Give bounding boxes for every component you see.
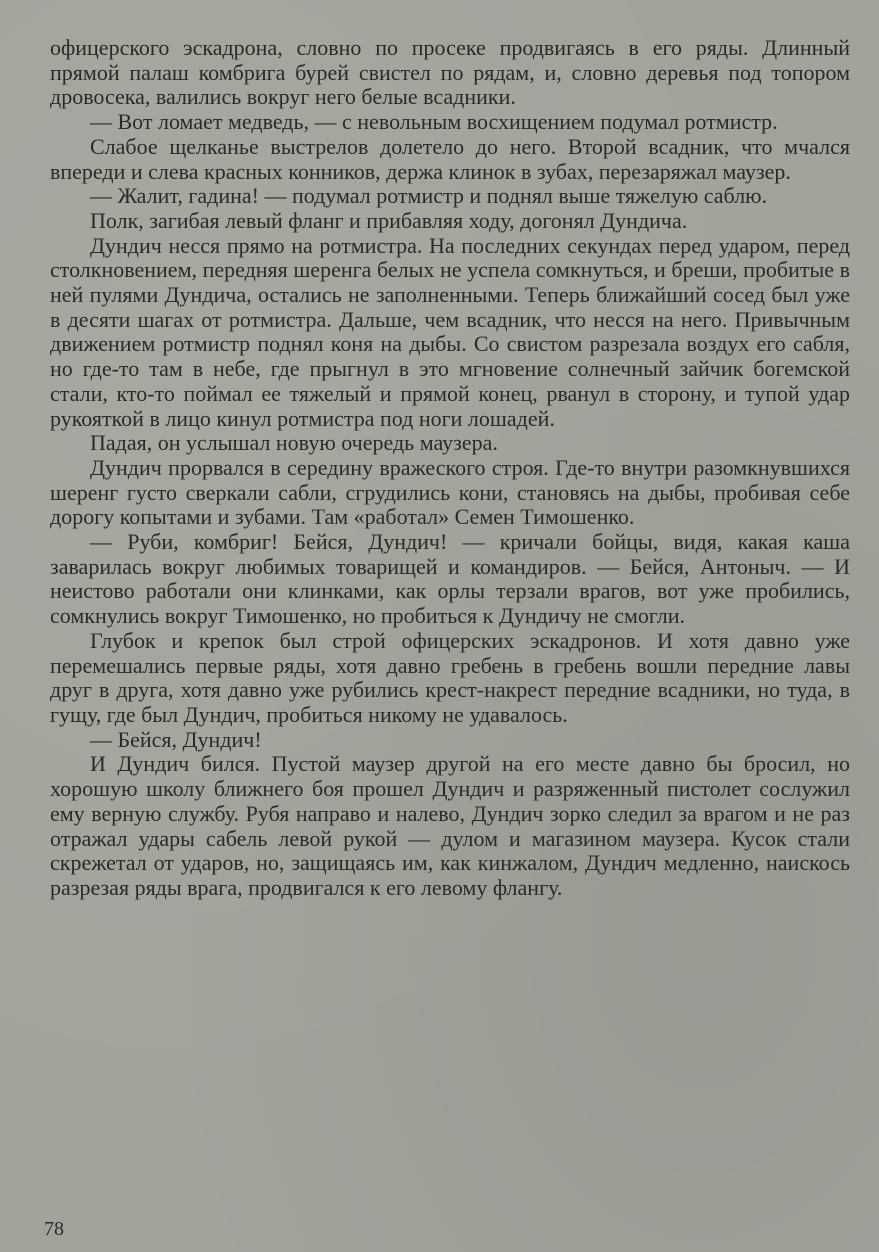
paragraph: Глубок и крепок был строй офицерских эскадронов. И хотя давно уже перемешались первые ряды, хотя давно гребень в гребень вошли передние лавы друг в друга, хотя давно уже рубились крест-накрест передние всадники, но туда, в гущу, где был Дундич, пробиться никому не удавалось.: [50, 627, 850, 727]
page-number: 78: [44, 1218, 64, 1240]
paragraph: Полк, загибая левый фланг и прибавляя ходу, догонял Дундича.: [90, 207, 688, 233]
paragraph: — Руби, комбриг! Бейся, Дундич! — кричали бойцы, видя, какая каша заварилась вокруг любимых товарищей и командиров. — Бейся, Антоныч. — И неистово работали они клинками, как орлы терзали врагов, вот уже пробились, сомкнулись вокруг Тимошенко, но пробиться к Дундичу не смогли.: [50, 529, 850, 629]
paragraph: — Жалит, гадина! — подумал ротмистр и поднял выше тяжелую саблю.: [90, 183, 768, 209]
paragraph: Дундич прорвался в середину вражеского строя. Где-то внутри разомкнувшихся шеренг густо сверкали сабли, сгрудились кони, становясь на дыбы, пробивая себе дорогу копытами и зубами. Там «работал» Семен Тимошенко.: [50, 454, 850, 530]
paragraph: Слабое щелканье выстрелов долетело до него. Второй всадник, что мчался впереди и слева красных конников, держа клинок в зубах, перезаряжал маузер.: [50, 133, 850, 184]
paragraph: Падая, он услышал новую очередь маузера.: [90, 430, 498, 456]
paragraph: — Бейся, Дундич!: [90, 726, 262, 752]
body-text: [50, 36, 850, 901]
paragraph: офицерского эскадрона, словно по просеке продвигаясь в его ряды. Длинный прямой палаш комбрига бурей свистел по рядам, и, словно деревья под топором дровосека, валились вокруг него белые всадники.: [50, 35, 850, 110]
paragraph: — Вот ломает медведь, — с невольным восхищением подумал ротмистр.: [90, 109, 778, 135]
paragraph: Дундич несся прямо на ротмистра. На последних секундах перед ударом, перед столкновением, передняя шеренга белых не успела сомкнуться, и бреши, пробитые в ней пулями Дундича, остались не заполненными. Теперь ближайший сосед был уже в десяти шагах от ротмистра. Дальше, чем всадник, что несся на него. Привычным движением ротмистр поднял коня на дыбы. Со свистом разрезала воздух его сабля, но где-то там в небе, где прыгнул в это мгновение солнечный зайчик богемской стали, кто-то поймал ее тяжелый и прямой конец, рванул в сторону, и тупой удар рукояткой в лицо кинул ротмистра под ноги лошадей.: [50, 232, 850, 431]
paragraph: И Дундич бился. Пустой маузер другой на его месте давно бы бросил, но хорошую школу ближнего боя прошел Дундич и разряженный пистолет сослужил ему верную службу. Рубя направо и налево, Дундич зорко следил за врагом и не раз отражал удары сабель левой рукой — дулом и магазином маузера. Кусок стали скрежетал от ударов, но, защищаясь им, как кинжалом, Дундич медленно, наискось разрезая ряды врага, продвигался к его левому флангу.: [50, 751, 850, 900]
